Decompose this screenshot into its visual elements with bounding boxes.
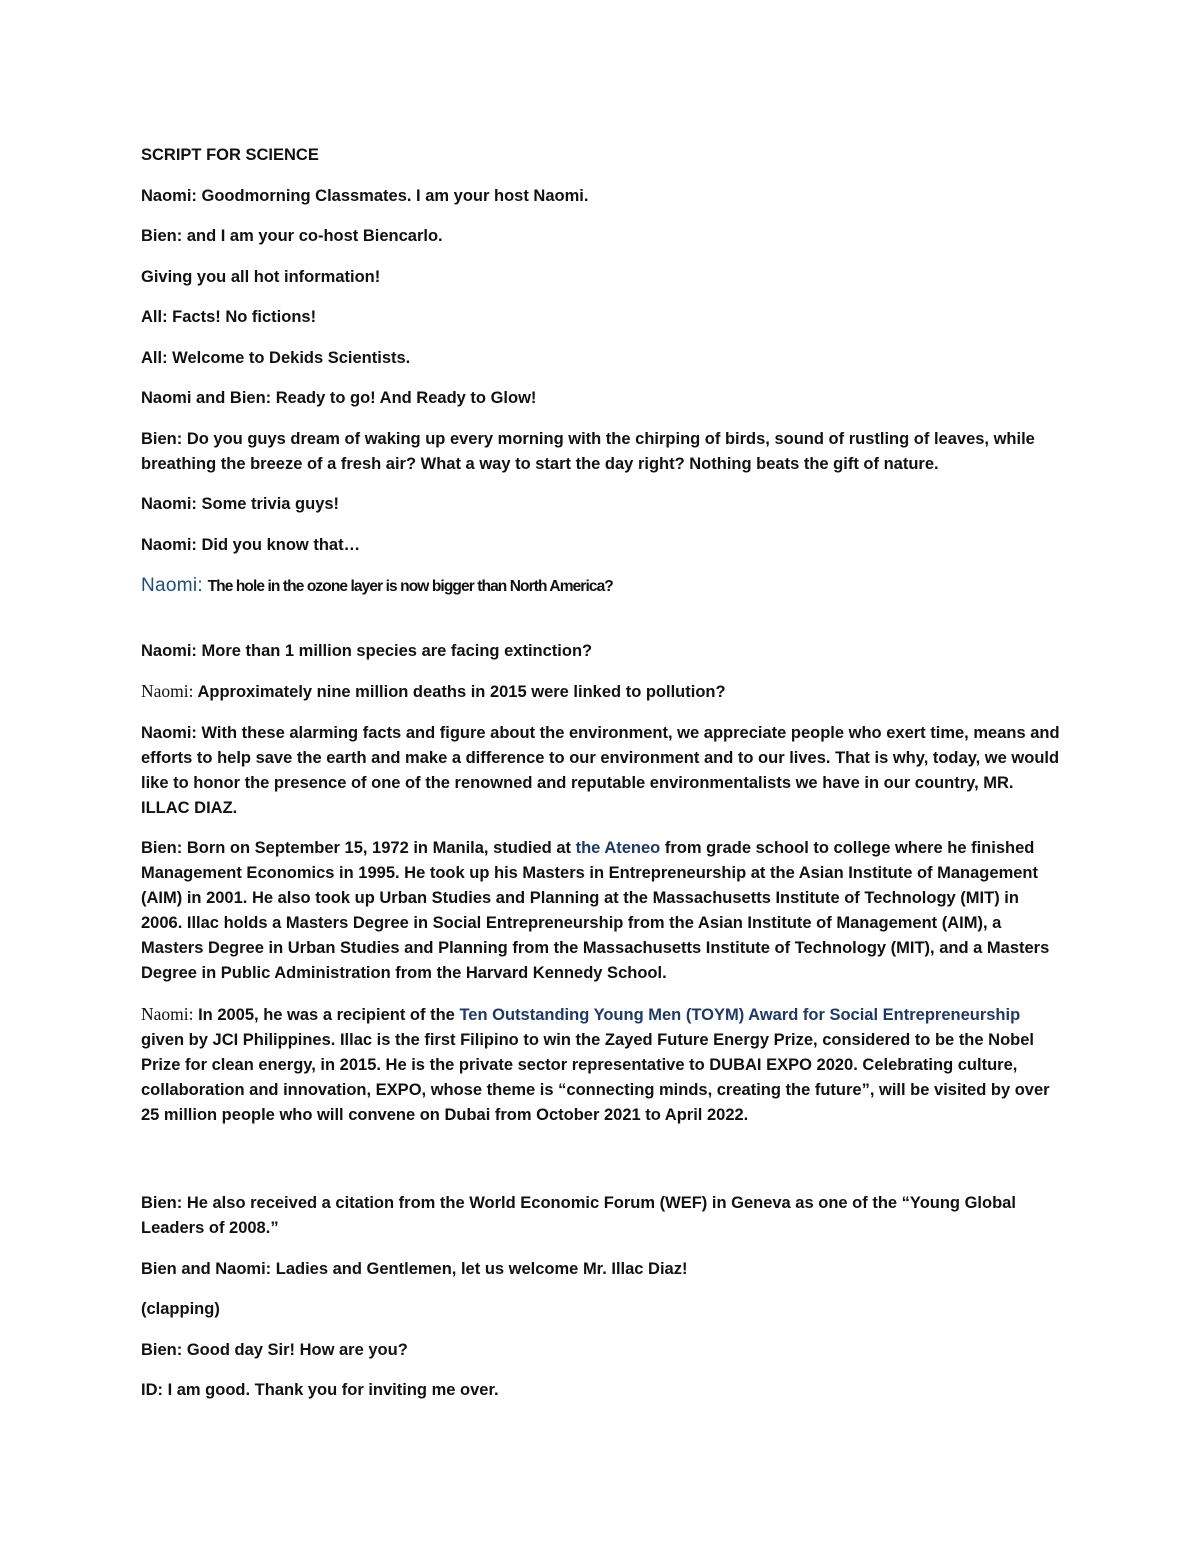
line-text: from grade school to college where he finished Management Economics in 1995. He took up his Masters in Entrepreneurship at the Asian Institute of Management (AIM) in 2001. He also took up Urban Studies and Planning at the Massachusetts Institute of Technology (MIT) in 2006. Illac holds a Masters Degree in Social Entrepreneurship from the Asian Institute of Management (AIM), a Masters Degree in Urban Studies and Planning from the Massachusetts Institute of Technology (MIT), and a Masters Degree in Public Administration from the Harvard Kennedy School. [141,839,1050,982]
line-text: Bien: Born on September 15, 1972 in Manila, studied at [141,839,576,857]
script-line: Naomi: Goodmorning Classmates. I am your host Naomi. [141,186,589,205]
line-text: Approximately nine million deaths in 2015 were linked to pollution? [197,683,726,701]
script-line: ID: I am good. Thank you for inviting me over. [141,1381,499,1399]
script-line: Naomi: Did you know that… [141,535,361,554]
line-text: The hole in the ozone layer is now bigger than North America? [207,578,613,595]
script-line-ozone [141,573,1061,599]
document-title: SCRIPT FOR SCIENCE [141,146,319,164]
script-line: Bien: Good day Sir! How are you? [141,1340,408,1359]
line-text: given by JCI Philippines. Illac is the first Filipino to win the Zayed Future Energy Prize, considered to be the Nobel Prize for clean energy, in 2015. He is the private sector representative to DUBAI EXPO 2020. Celebrating culture, collaboration and innovation, EXPO, whose theme is “connecting minds, creating the future”, will be visited by over 25 million people who will convene on Dubai from October 2021 to April 2022. [141,1030,1050,1124]
blank-line [141,1143,1061,1191]
script-line: Giving you all hot information! [141,267,381,286]
script-line-pollution [141,679,1061,705]
script-line: Naomi: More than 1 million species are facing extinction? [141,641,593,660]
script-line: Bien: He also received a citation from the World Economic Forum (WEF) in Geneva as one of the “Young Global Leaders of 2008.” [141,1194,1016,1237]
script-line: All: Welcome to Dekids Scientists. [141,348,411,367]
script-line: Naomi: Some trivia guys! [141,495,340,513]
speaker-label: Naomi: [141,681,194,701]
document-body [141,143,1061,1419]
ateneo-link[interactable]: the Ateneo [575,839,661,857]
blank-line [141,615,1061,639]
toym-award-link[interactable]: Ten Outstanding Young Men (TOYM) Award for Social Entrepreneurship [459,1005,1021,1024]
speaker-label: Naomi: [141,575,203,596]
script-line: Bien and Naomi: Ladies and Gentlemen, let us welcome Mr. Illac Diaz! [141,1259,688,1278]
script-line: Naomi and Bien: Ready to go! And Ready to Glow! [141,389,537,407]
script-line: Bien: and I am your co-host Biencarlo. [141,227,443,245]
speaker-label: Naomi: [141,1003,194,1024]
script-line: Naomi: With these alarming facts and figure about the environment, we appreciate people who exert time, means and efforts to help save the earth and make a difference to our environment and to our lives. That is why, today, we would like to honor the presence of one of the renowned and reputable environmentalists we have in our country, MR. ILLAC DIAZ. [141,723,1060,817]
line-text: In 2005, he was a recipient of the [193,1005,460,1024]
stage-direction: (clapping) [141,1300,220,1318]
script-line-biography [141,836,1061,986]
script-line-award [141,1002,1061,1128]
script-line: All: Facts! No fictions! [141,308,317,326]
script-line: Bien: Do you guys dream of waking up every morning with the chirping of birds, sound of rustling of leaves, while breathing the breeze of a fresh air? What a way to start the day right? Nothing beats the gift of nature. [141,429,1035,473]
